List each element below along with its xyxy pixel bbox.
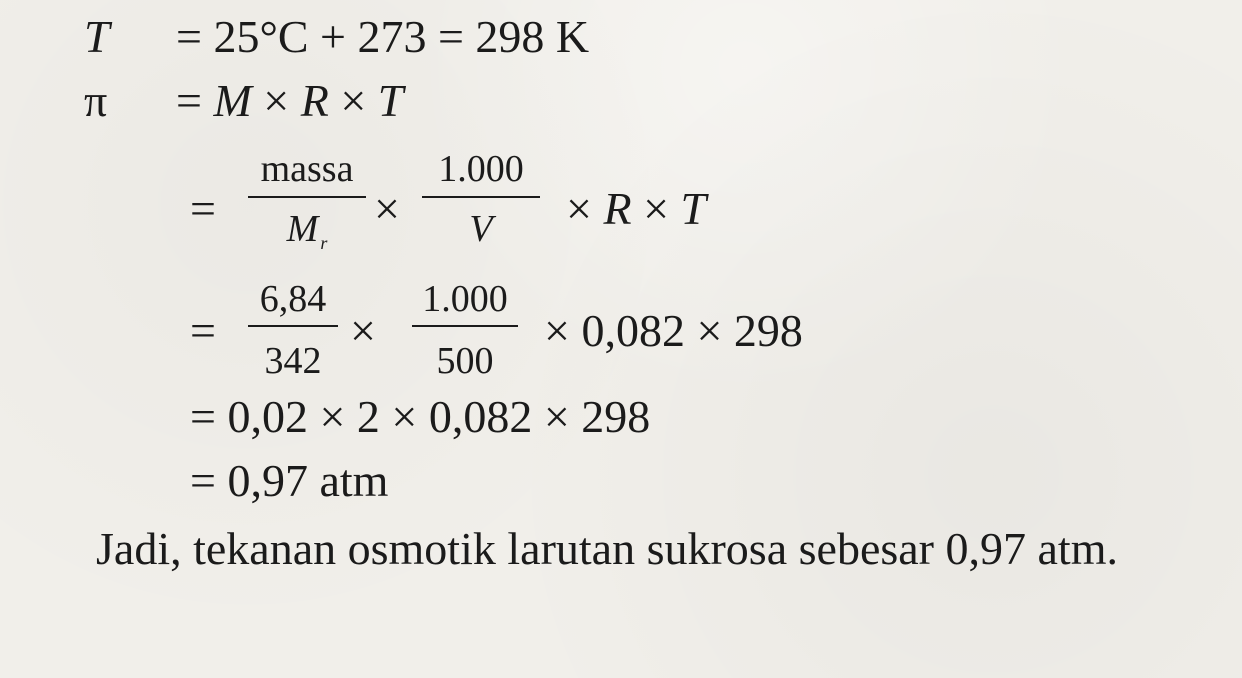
temperature-symbol: T: [84, 11, 110, 62]
equals-sign: =: [190, 183, 216, 234]
osmotic-pressure-symbol: π: [84, 75, 108, 126]
molar-mass-subscript: r: [320, 233, 328, 253]
molarity-symbol: M: [213, 75, 252, 126]
final-result: = 0,97 atm: [190, 455, 389, 506]
gas-constant-symbol: R: [603, 183, 632, 234]
fraction-numerator-1000: 1.000: [438, 148, 524, 190]
times-sign: ×: [566, 183, 592, 234]
fraction-denominator-volume-value: 500: [436, 340, 494, 382]
temperature-symbol: T: [680, 183, 707, 234]
times-sign: ×: [263, 75, 290, 126]
product-tail: [566, 183, 707, 234]
fraction-bar: [422, 196, 540, 198]
molar-mass-symbol: M: [286, 208, 319, 250]
osmotic-formula: [176, 75, 404, 126]
times-sign: ×: [350, 305, 376, 356]
fraction-denominator-volume: V: [469, 208, 493, 250]
fraction-numerator-mass-value: 6,84: [259, 278, 327, 320]
numeric-product-tail: × 0,082 × 298: [544, 305, 803, 356]
fraction-numerator-1000: 1.000: [422, 278, 508, 320]
fraction-denominator-mr: [248, 208, 366, 253]
fraction-bar: [248, 325, 338, 327]
equals-sign: =: [190, 305, 216, 356]
times-sign: ×: [374, 183, 400, 234]
fraction-numerator-mass: massa: [260, 148, 354, 190]
fraction-bar: [412, 325, 518, 327]
fraction-bar: [248, 196, 366, 198]
times-sign: ×: [340, 75, 367, 126]
times-sign: ×: [643, 183, 670, 234]
temperature-symbol: T: [377, 75, 404, 126]
conclusion-paragraph: Jadi, tekanan osmotik larutan sukrosa sebesar 0,97 atm.: [96, 523, 1118, 574]
gas-constant-symbol: R: [300, 75, 329, 126]
temperature-equation: = 25°C + 273 = 298 K: [176, 11, 590, 62]
equals-sign: =: [176, 75, 202, 126]
fraction-denominator-mr-value: 342: [264, 340, 322, 382]
simplified-product: = 0,02 × 2 × 0,082 × 298: [190, 391, 651, 442]
